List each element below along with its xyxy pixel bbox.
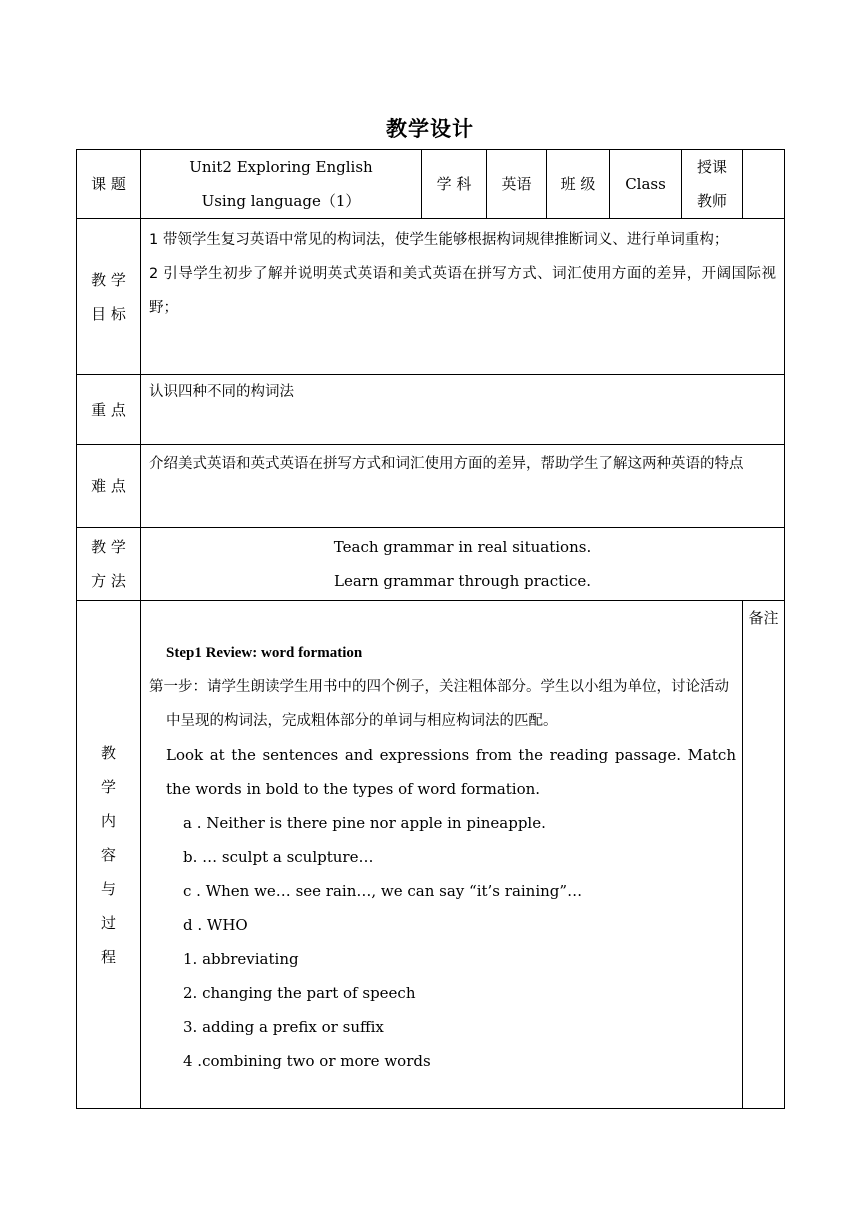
lesson-plan-table: [76, 149, 785, 1109]
difficulty-row: [77, 445, 785, 528]
notes-label: 备注: [748, 609, 779, 627]
key-point-row: [77, 375, 785, 445]
topic-line-1: Unit2 Exploring English: [189, 158, 373, 176]
method-line-1: Teach grammar in real situations.: [333, 538, 592, 556]
method-row: [77, 528, 785, 601]
formation-type-item: 1. abbreviating: [183, 950, 299, 968]
example-item: b. … sculpt a sculpture…: [183, 848, 374, 866]
goal-item-2: 2 引导学生初步了解并说明英式英语和美式英语在拼写方式、词汇使用方面的差异，开阔国际视野；: [149, 266, 776, 316]
step-title-text: Step1 Review: word formation: [166, 645, 363, 661]
goals-row: [77, 219, 785, 375]
teacher-value: [743, 150, 785, 219]
topic-label: 课 题: [77, 150, 141, 219]
key-point-label: 重 点: [77, 375, 141, 445]
method-label: [77, 528, 141, 601]
process-label-char: 内: [100, 811, 116, 830]
example-item: d . WHO: [183, 916, 248, 934]
method-line-2: Learn grammar through practice.: [334, 572, 591, 590]
goals-text: [141, 219, 785, 375]
process-label-char: 与: [100, 879, 116, 898]
formation-type-item: 4 .combining two or more words: [183, 1052, 431, 1070]
key-point-text: 认识四种不同的构词法: [141, 375, 785, 445]
formation-type-item: 3. adding a prefix or suffix: [183, 1018, 384, 1036]
topic-cell: [141, 150, 422, 219]
process-label-char: 学: [100, 777, 116, 796]
goals-label-line-1: 教 学: [91, 270, 126, 289]
class-label: 班 级: [547, 150, 610, 219]
teacher-label: [682, 150, 743, 219]
goals-label: [77, 219, 141, 375]
goals-label-line-2: 目 标: [91, 304, 126, 323]
step-english-instruction: Look at the sentences and expressions from the reading passage. Match the words in bold to the types of word formation.: [166, 746, 736, 798]
example-item: a . Neither is there pine nor apple in pineapple.: [183, 814, 546, 832]
process-label-char: 过: [100, 913, 116, 932]
method-label-line-1: 教 学: [91, 538, 126, 556]
difficulty-label: 难 点: [77, 445, 141, 528]
teacher-label-line-2: 教师: [696, 192, 727, 210]
process-label-char: 容: [100, 845, 116, 864]
example-item: c . When we… see rain…, we can say “it’s raining”…: [183, 882, 583, 900]
subject-value: 英语: [487, 150, 547, 219]
class-value: Class: [610, 150, 682, 219]
subject-label: 学 科: [422, 150, 487, 219]
goal-item-1: 1 带领学生复习英语中常见的构词法，使学生能够根据构词规律推断词义、进行单词重构；: [149, 232, 729, 248]
step-title: [149, 635, 736, 670]
method-text: [141, 528, 785, 601]
step-chinese-instruction: 第一步：请学生朗读学生用书中的四个例子，关注粗体部分。学生以小组为单位，讨论活动中呈现的构词法，完成粗体部分的单词与相应构词法的匹配。: [149, 679, 729, 729]
process-label-char: 程: [100, 947, 116, 966]
topic-line-2: Using language（1）: [201, 192, 361, 210]
method-label-line-2: 方 法: [91, 572, 126, 590]
teacher-label-line-1: 授课: [696, 158, 727, 176]
header-row: [77, 150, 785, 219]
process-label-char: 教: [100, 743, 116, 762]
process-content: [141, 601, 743, 1109]
formation-type-item: 2. changing the part of speech: [183, 984, 416, 1002]
notes-column: [743, 601, 785, 1109]
document-title: 教学设计: [386, 117, 474, 141]
process-row: [77, 601, 785, 1109]
difficulty-text: 介绍美式英语和英式英语在拼写方式和词汇使用方面的差异，帮助学生了解这两种英语的特点: [141, 445, 785, 528]
process-label: [77, 601, 141, 1109]
